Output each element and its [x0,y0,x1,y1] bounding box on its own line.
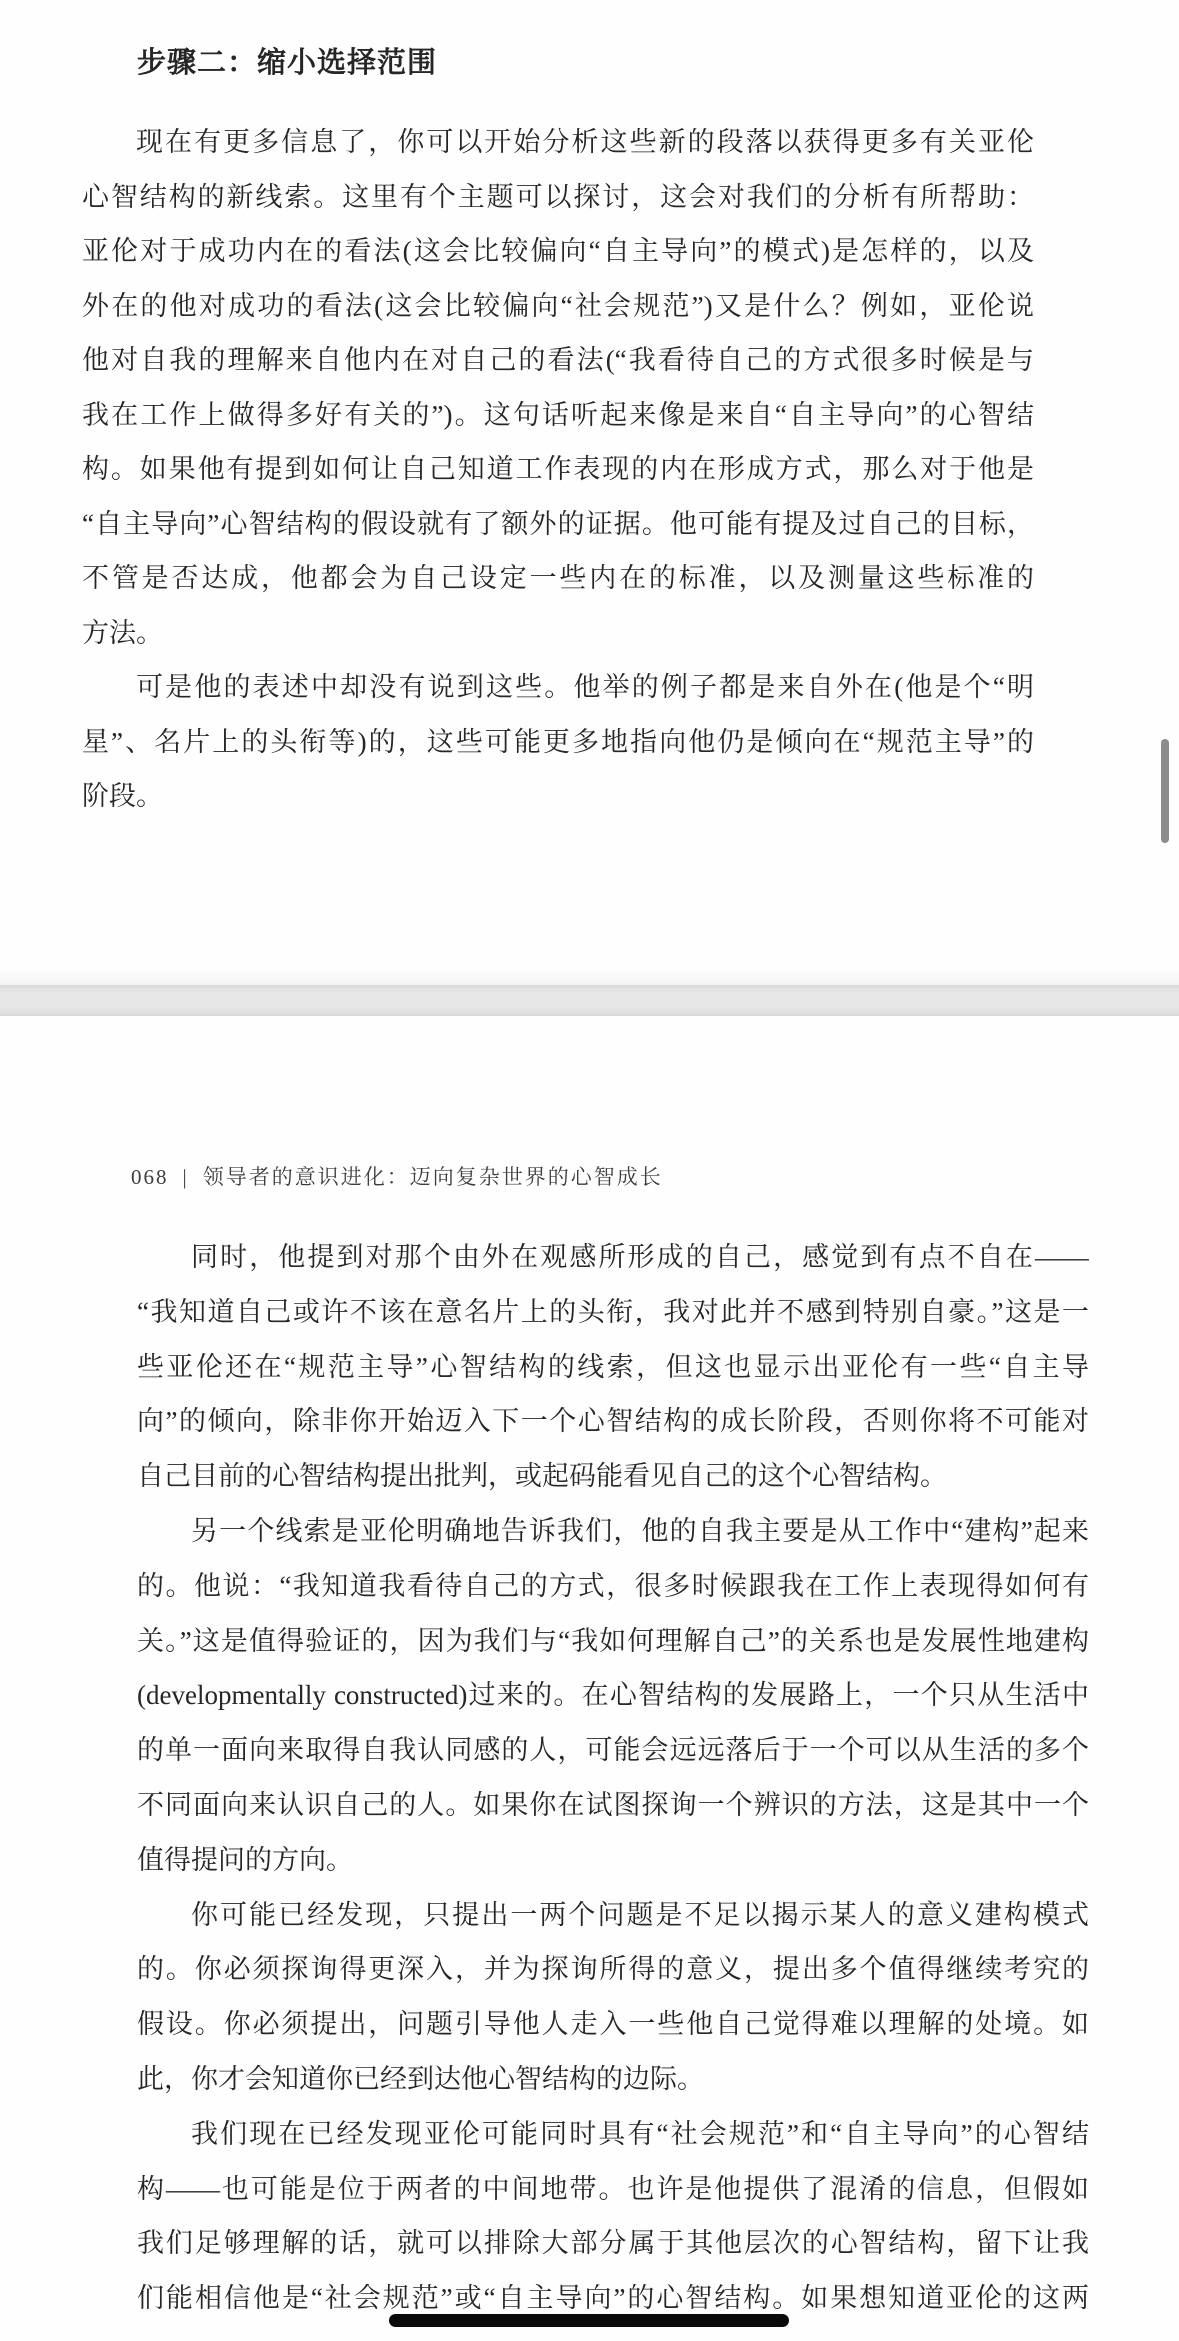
text-line: 关。”这是值得验证的，因为我们与“我如何理解自己”的关系也是发展性地建构 [137,1625,1089,1656]
page-divider [0,985,1179,1015]
text-line: 自己目前的心智结构提出批判，或起码能看见自己的这个心智结构。 [137,1461,947,1492]
text-line: 构——也可能是位于两者的中间地带。也许是他提供了混淆的信息，但假如 [137,2173,1089,2204]
text-line: 同时，他提到对那个由外在观感所形成的自己，感觉到有点不自在—— [191,1242,1089,1272]
text-line: 心智结构的新线索。这里有个主题可以探讨，这会对我们的分析有所帮助： [82,181,1034,212]
text-line: 的单一面向来取得自我认同感的人，可能会远远落后于一个可以从生活的多个 [137,1735,1089,1766]
text-line: 星”、名片上的头衔等)的，这些可能更多地指向他仍是倾向在“规范主导”的 [82,726,1034,757]
book-title: 领导者的意识进化：迈向复杂世界的心智成长 [202,1165,663,1189]
text-line: 方法。 [82,617,163,648]
paragraph [82,660,1034,824]
text-line: 你可能已经发现，只提出一两个问题是不足以揭示某人的意义建构模式 [191,1899,1089,1930]
paragraph [137,1888,1089,2107]
text-line: “自主导向”心智结构的假设就有了额外的证据。他可能有提及过自己的目标， [82,508,1034,539]
book-page-top [0,0,1179,985]
paragraph [137,1230,1089,1504]
header-separator: | [182,1165,189,1189]
section-heading: 步骤二：缩小选择范围 [137,47,438,79]
text-line: 构。如果他有提到如何让自己知道工作表现的内在形成方式，那么对于他是 [82,454,1034,484]
book-page-bottom [0,1015,1179,2341]
text-line: 的。他说：“我知道我看待自己的方式，很多时候跟我在工作上表现得如何有 [137,1570,1089,1601]
text-line: 不管是否达成，他都会为自己设定一些内在的标准，以及测量这些标准的 [82,563,1034,593]
text-line: 值得提问的方向。 [137,1844,353,1875]
text-line: 另一个线索是亚伦明确地告诉我们，他的自我主要是从工作中“建构”起来 [191,1515,1089,1546]
text-line: 他对自我的理解来自他内在对自己的看法(“我看待自己的方式很多时候是与 [82,345,1034,375]
text-line: 现在有更多信息了，你可以开始分析这些新的段落以获得更多有关亚伦 [136,127,1034,157]
text-line: 亚伦对于成功内在的看法(这会比较偏向“自主导向”的模式)是怎样的，以及 [82,236,1034,266]
text-line: 向”的倾向，除非你开始迈入下一个心智结构的成长阶段，否则你将不可能对 [137,1406,1089,1437]
text-line: 可是他的表述中却没有说到这些。他举的例子都是来自外在(他是个“明 [136,672,1034,702]
paragraph [137,2107,1089,2326]
text-line: (developmentally constructed)过来的。在心智结构的发展路上，一个只从生活中 [137,1680,1089,1711]
page-number: 068 [131,1165,169,1189]
text-line: 假设。你必须提出，问题引导他人走入一些他自己觉得难以理解的处境。如 [137,2009,1089,2040]
text-line: 阶段。 [82,781,163,811]
text-line: 我们足够理解的话，就可以排除大部分属于其他层次的心智结构，留下让我 [137,2228,1089,2259]
text-line: 的。你必须探询得更深入，并为探询所得的意义，提出多个值得继续考究的 [137,1954,1089,1985]
scrollbar-thumb[interactable] [1161,739,1169,843]
text-line: 们能相信他是“社会规范”或“自主导向”的心智结构。如果想知道亚伦的这两 [137,2283,1089,2314]
text-line: 些亚伦还在“规范主导”心智结构的线索，但这也显示出亚伦有一些“自主导 [137,1351,1089,1382]
home-indicator[interactable] [389,2314,789,2327]
text-line: 外在的他对成功的看法(这会比较偏向“社会规范”)又是什么？例如，亚伦说 [82,290,1034,321]
body-text [137,1230,1089,2326]
text-line: “我知道自己或许不该在意名片上的头衔，我对此并不感到特别自豪。”这是一 [137,1296,1089,1327]
body-text [82,115,1034,824]
paragraph [82,115,1034,660]
text-line: 不同面向来认识自己的人。如果你在试图探询一个辨识的方法，这是其中一个 [137,1789,1089,1820]
text-line: 此，你才会知道你已经到达他心智结构的边际。 [137,2063,704,2094]
running-header [131,1162,663,1192]
text-line: 我在工作上做得多好有关的”)。这句话听起来像是来自“自主导向”的心智结 [82,399,1034,430]
paragraph [137,1504,1089,1888]
text-line: 我们现在已经发现亚伦可能同时具有“社会规范”和“自主导向”的心智结 [191,2118,1089,2149]
